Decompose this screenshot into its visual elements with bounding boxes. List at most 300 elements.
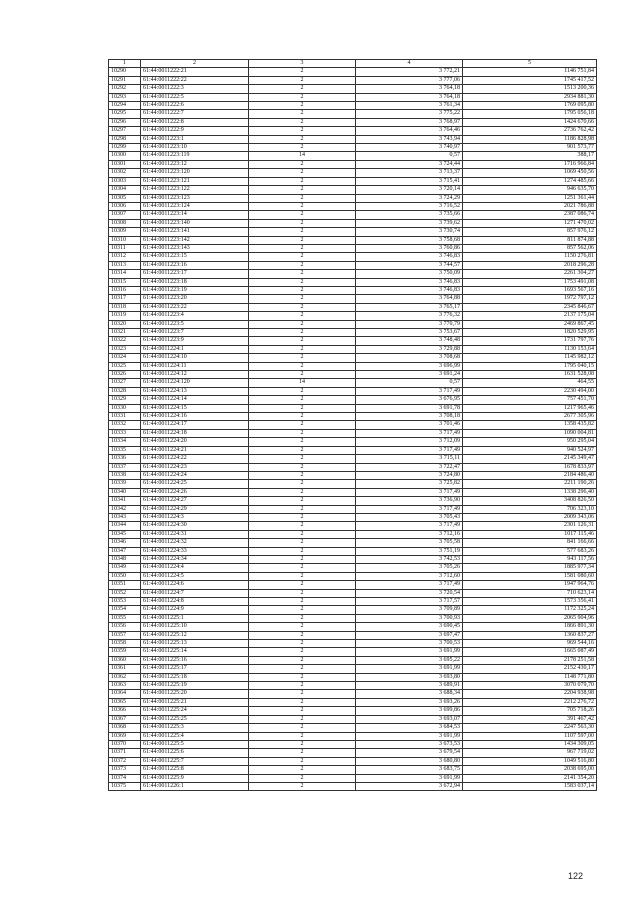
cadastral-number-cell: 61:44:0011225:25	[141, 715, 249, 723]
cadastral-value-cell: 1271 470,02	[463, 219, 597, 227]
column-header-2: 2	[141, 60, 249, 68]
cadastral-value-cell: 1731 797,76	[463, 337, 597, 345]
type-code-cell: 2	[249, 774, 356, 782]
cadastral-value-cell: 1665 087,49	[463, 648, 597, 656]
cadastral-number-cell: 61:44:0011223:140	[141, 219, 249, 227]
type-code-cell: 2	[249, 85, 356, 93]
cadastral-number-cell: 61:44:0011224:27	[141, 497, 249, 505]
cadastral-number-cell: 61:44:0011225:19	[141, 682, 249, 690]
row-number-cell: 10316	[109, 286, 141, 294]
cadastral-value-cell: 940 524,97	[463, 446, 597, 454]
type-code-cell: 2	[249, 228, 356, 236]
specific-value-cell: 3 725,82	[356, 480, 463, 488]
specific-value-cell: 3 772,21	[356, 68, 463, 76]
table-row	[109, 312, 597, 320]
cadastral-number-cell: 61:44:0011225:24	[141, 707, 249, 715]
specific-value-cell: 3 724,80	[356, 471, 463, 479]
type-code-cell: 2	[249, 782, 356, 790]
row-number-cell: 10342	[109, 505, 141, 513]
row-number-cell: 10350	[109, 572, 141, 580]
cadastral-number-cell: 61:44:0011224:22	[141, 455, 249, 463]
type-code-cell: 2	[249, 539, 356, 547]
specific-value-cell: 3 724,44	[356, 160, 463, 168]
row-number-cell: 10354	[109, 606, 141, 614]
type-code-cell: 2	[249, 522, 356, 530]
type-code-cell: 14	[249, 152, 356, 160]
specific-value-cell: 3 739,62	[356, 219, 463, 227]
cadastral-number-cell: 61:44:0011224:3	[141, 513, 249, 521]
cadastral-value-cell: 1424 670,66	[463, 118, 597, 126]
table-row	[109, 354, 597, 362]
row-number-cell: 10364	[109, 690, 141, 698]
specific-value-cell: 3 693,80	[356, 673, 463, 681]
type-code-cell: 2	[249, 413, 356, 421]
cadastral-table	[108, 59, 597, 791]
cadastral-number-cell: 61:44:0011222:7	[141, 110, 249, 118]
specific-value-cell: 3 730,74	[356, 228, 463, 236]
table-row	[109, 648, 597, 656]
cadastral-value-cell: 1069 450,56	[463, 169, 597, 177]
cadastral-number-cell: 61:44:0011224:16	[141, 413, 249, 421]
cadastral-value-cell: 3408 826,50	[463, 497, 597, 505]
cadastral-number-cell: 61:44:0011225:20	[141, 690, 249, 698]
table-row	[109, 471, 597, 479]
cadastral-number-cell: 61:44:0011225:14	[141, 648, 249, 656]
type-code-cell: 2	[249, 404, 356, 412]
row-number-cell: 10347	[109, 547, 141, 555]
specific-value-cell: 3 720,54	[356, 589, 463, 597]
row-number-cell: 10299	[109, 144, 141, 152]
type-code-cell: 2	[249, 598, 356, 606]
specific-value-cell: 3 712,60	[356, 572, 463, 580]
table-row	[109, 413, 597, 421]
table-row	[109, 404, 597, 412]
specific-value-cell: 3 715,11	[356, 455, 463, 463]
cadastral-number-cell: 61:44:0011224:12	[141, 371, 249, 379]
specific-value-cell: 3 695,22	[356, 656, 463, 664]
type-code-cell: 2	[249, 724, 356, 732]
row-number-cell: 10313	[109, 261, 141, 269]
specific-value-cell: 3 751,19	[356, 547, 463, 555]
type-code-cell: 2	[249, 76, 356, 84]
specific-value-cell: 3 720,14	[356, 186, 463, 194]
cadastral-number-cell: 61:44:0011225:10	[141, 623, 249, 631]
specific-value-cell: 3 717,49	[356, 429, 463, 437]
cadastral-value-cell: 464,55	[463, 379, 597, 387]
type-code-cell: 2	[249, 640, 356, 648]
row-number-cell: 10375	[109, 782, 141, 790]
cadastral-value-cell: 1146 751,84	[463, 68, 597, 76]
specific-value-cell: 3 758,68	[356, 236, 463, 244]
type-code-cell: 2	[249, 732, 356, 740]
table-row	[109, 724, 597, 732]
cadastral-number-cell: 61:44:0011223:124	[141, 202, 249, 210]
row-number-cell: 10320	[109, 320, 141, 328]
specific-value-cell: 3 729,88	[356, 345, 463, 353]
cadastral-value-cell: 1049 516,80	[463, 757, 597, 765]
row-number-cell: 10303	[109, 177, 141, 185]
cadastral-number-cell: 61:44:0011224:24	[141, 471, 249, 479]
table-row	[109, 303, 597, 311]
row-number-cell: 10308	[109, 219, 141, 227]
specific-value-cell: 3 708,18	[356, 413, 463, 421]
table-row	[109, 320, 597, 328]
cadastral-number-cell: 61:44:0011225:7	[141, 757, 249, 765]
table-row	[109, 749, 597, 757]
table-row	[109, 631, 597, 639]
cadastral-value-cell: 1338 296,40	[463, 488, 597, 496]
specific-value-cell: 3 722,47	[356, 463, 463, 471]
type-code-cell: 2	[249, 354, 356, 362]
row-number-cell: 10335	[109, 446, 141, 454]
type-code-cell: 2	[249, 463, 356, 471]
table-row	[109, 429, 597, 437]
table-row	[109, 236, 597, 244]
row-number-cell: 10357	[109, 631, 141, 639]
type-code-cell: 2	[249, 371, 356, 379]
specific-value-cell: 3 673,53	[356, 740, 463, 748]
type-code-cell: 2	[249, 253, 356, 261]
type-code-cell: 2	[249, 555, 356, 563]
specific-value-cell: 3 684,53	[356, 724, 463, 732]
table-row	[109, 665, 597, 673]
cadastral-number-cell: 61:44:0011223:119	[141, 152, 249, 160]
cadastral-number-cell: 61:44:0011225:16	[141, 656, 249, 664]
row-number-cell: 10333	[109, 429, 141, 437]
cadastral-number-cell: 61:44:0011223:143	[141, 244, 249, 252]
table-row	[109, 244, 597, 252]
specific-value-cell: 3 712,16	[356, 530, 463, 538]
table-row	[109, 76, 597, 84]
cadastral-number-cell: 61:44:0011224:32	[141, 539, 249, 547]
cadastral-value-cell: 1251 361,44	[463, 194, 597, 202]
table-row	[109, 640, 597, 648]
row-number-cell: 10348	[109, 555, 141, 563]
specific-value-cell: 0,57	[356, 379, 463, 387]
cadastral-number-cell: 61:44:0011225:8	[141, 766, 249, 774]
table-row	[109, 589, 597, 597]
row-number-cell: 10307	[109, 211, 141, 219]
row-number-cell: 10323	[109, 345, 141, 353]
table-row	[109, 286, 597, 294]
specific-value-cell: 3 715,41	[356, 177, 463, 185]
type-code-cell: 2	[249, 749, 356, 757]
type-code-cell: 2	[249, 421, 356, 429]
row-number-cell: 10301	[109, 160, 141, 168]
type-code-cell: 2	[249, 211, 356, 219]
row-number-cell: 10365	[109, 698, 141, 706]
table-row	[109, 740, 597, 748]
cadastral-number-cell: 61:44:0011224:5	[141, 572, 249, 580]
cadastral-value-cell: 950 295,04	[463, 438, 597, 446]
row-number-cell: 10310	[109, 236, 141, 244]
type-code-cell: 14	[249, 379, 356, 387]
table-row	[109, 623, 597, 631]
cadastral-number-cell: 61:44:0011223:7	[141, 329, 249, 337]
cadastral-value-cell: 943 117,56	[463, 555, 597, 563]
specific-value-cell: 3 679,54	[356, 749, 463, 757]
cadastral-value-cell: 2178 251,58	[463, 656, 597, 664]
cadastral-value-cell: 2469 867,45	[463, 320, 597, 328]
type-code-cell: 2	[249, 177, 356, 185]
row-number-cell: 10345	[109, 530, 141, 538]
row-number-cell: 10298	[109, 135, 141, 143]
row-number-cell: 10306	[109, 202, 141, 210]
table-row	[109, 497, 597, 505]
specific-value-cell: 3 777,06	[356, 76, 463, 84]
type-code-cell: 2	[249, 244, 356, 252]
row-number-cell: 10360	[109, 656, 141, 664]
cadastral-number-cell: 61:44:0011225:4	[141, 732, 249, 740]
row-number-cell: 10370	[109, 740, 141, 748]
cadastral-value-cell: 1693 567,16	[463, 286, 597, 294]
table-row	[109, 295, 597, 303]
specific-value-cell: 3 691,99	[356, 648, 463, 656]
row-number-cell: 10300	[109, 152, 141, 160]
cadastral-value-cell: 1795 040,15	[463, 362, 597, 370]
type-code-cell: 2	[249, 194, 356, 202]
cadastral-value-cell: 2009 343,06	[463, 513, 597, 521]
row-number-cell: 10312	[109, 253, 141, 261]
type-code-cell: 2	[249, 656, 356, 664]
cadastral-value-cell: 2184 486,40	[463, 471, 597, 479]
type-code-cell: 2	[249, 455, 356, 463]
cadastral-value-cell: 2038 695,00	[463, 766, 597, 774]
table-row	[109, 118, 597, 126]
row-number-cell: 10294	[109, 102, 141, 110]
specific-value-cell: 3 760,86	[356, 244, 463, 252]
row-number-cell: 10367	[109, 715, 141, 723]
cadastral-number-cell: 61:44:0011224:25	[141, 480, 249, 488]
table-row	[109, 228, 597, 236]
cadastral-value-cell: 969 544,16	[463, 640, 597, 648]
row-number-cell: 10329	[109, 396, 141, 404]
cadastral-value-cell: 1148 771,80	[463, 673, 597, 681]
type-code-cell: 2	[249, 219, 356, 227]
cadastral-value-cell: 2212 276,72	[463, 698, 597, 706]
cadastral-number-cell: 61:44:0011224:18	[141, 429, 249, 437]
table-row	[109, 488, 597, 496]
cadastral-number-cell: 61:44:0011224:30	[141, 522, 249, 530]
type-code-cell: 2	[249, 429, 356, 437]
table-row	[109, 211, 597, 219]
row-number-cell: 10337	[109, 463, 141, 471]
specific-value-cell: 3 701,46	[356, 421, 463, 429]
row-number-cell: 10324	[109, 354, 141, 362]
specific-value-cell: 3 680,80	[356, 757, 463, 765]
type-code-cell: 2	[249, 480, 356, 488]
specific-value-cell: 3 683,75	[356, 766, 463, 774]
table-row	[109, 219, 597, 227]
type-code-cell: 2	[249, 236, 356, 244]
cadastral-number-cell: 61:44:0011226:1	[141, 782, 249, 790]
cadastral-value-cell: 1150 276,81	[463, 253, 597, 261]
cadastral-value-cell: 2230 494,00	[463, 387, 597, 395]
type-code-cell: 2	[249, 673, 356, 681]
cadastral-number-cell: 61:44:0011224:9	[141, 606, 249, 614]
cadastral-number-cell: 61:44:0011225:17	[141, 665, 249, 673]
row-number-cell: 10362	[109, 673, 141, 681]
cadastral-number-cell: 61:44:0011222:6	[141, 102, 249, 110]
row-number-cell: 10319	[109, 312, 141, 320]
type-code-cell: 2	[249, 270, 356, 278]
table-row	[109, 152, 597, 160]
table-body	[109, 68, 597, 791]
cadastral-number-cell: 61:44:0011225:13	[141, 640, 249, 648]
cadastral-number-cell: 61:44:0011224:1	[141, 345, 249, 353]
row-number-cell: 10353	[109, 598, 141, 606]
row-number-cell: 10358	[109, 640, 141, 648]
cadastral-value-cell: 2301 126,31	[463, 522, 597, 530]
cadastral-value-cell: 811 874,88	[463, 236, 597, 244]
cadastral-number-cell: 61:44:0011225:1	[141, 614, 249, 622]
type-code-cell: 2	[249, 68, 356, 76]
table-row	[109, 127, 597, 135]
table-row	[109, 656, 597, 664]
row-number-cell: 10340	[109, 488, 141, 496]
table-row	[109, 278, 597, 286]
type-code-cell: 2	[249, 135, 356, 143]
row-number-cell: 10318	[109, 303, 141, 311]
cadastral-number-cell: 61:44:0011224:20	[141, 438, 249, 446]
table-row	[109, 110, 597, 118]
cadastral-value-cell: 2247 563,30	[463, 724, 597, 732]
cadastral-number-cell: 61:44:0011223:4	[141, 312, 249, 320]
specific-value-cell: 3 717,49	[356, 446, 463, 454]
specific-value-cell: 3 717,49	[356, 387, 463, 395]
cadastral-value-cell: 388,17	[463, 152, 597, 160]
row-number-cell: 10330	[109, 404, 141, 412]
cadastral-number-cell: 61:44:0011222:22	[141, 76, 249, 84]
type-code-cell: 2	[249, 160, 356, 168]
specific-value-cell: 3 775,22	[356, 110, 463, 118]
type-code-cell: 2	[249, 337, 356, 345]
cadastral-value-cell: 967 719,02	[463, 749, 597, 757]
cadastral-value-cell: 2018 296,28	[463, 261, 597, 269]
cadastral-value-cell: 1631 528,08	[463, 371, 597, 379]
specific-value-cell: 3 744,57	[356, 261, 463, 269]
row-number-cell: 10302	[109, 169, 141, 177]
table-header-row	[109, 60, 597, 68]
row-number-cell: 10371	[109, 749, 141, 757]
table-row	[109, 564, 597, 572]
specific-value-cell: 3 761,34	[356, 102, 463, 110]
table-row	[109, 572, 597, 580]
type-code-cell: 2	[249, 547, 356, 555]
cadastral-number-cell: 61:44:0011223:120	[141, 169, 249, 177]
cadastral-number-cell: 61:44:0011224:120	[141, 379, 249, 387]
type-code-cell: 2	[249, 396, 356, 404]
specific-value-cell: 3 742,53	[356, 555, 463, 563]
table-row	[109, 766, 597, 774]
table-row	[109, 698, 597, 706]
specific-value-cell: 3 708,68	[356, 354, 463, 362]
type-code-cell: 2	[249, 261, 356, 269]
row-number-cell: 10295	[109, 110, 141, 118]
cadastral-number-cell: 61:44:0011223:142	[141, 236, 249, 244]
cadastral-value-cell: 2204 938,98	[463, 690, 597, 698]
cadastral-value-cell: 1947 964,76	[463, 581, 597, 589]
table-row	[109, 555, 597, 563]
table-row	[109, 455, 597, 463]
cadastral-value-cell: 1090 004,81	[463, 429, 597, 437]
row-number-cell: 10359	[109, 648, 141, 656]
specific-value-cell: 3 764,18	[356, 93, 463, 101]
cadastral-number-cell: 61:44:0011225:21	[141, 698, 249, 706]
cadastral-value-cell: 1217 965,46	[463, 404, 597, 412]
column-header-1: 1	[109, 60, 141, 68]
cadastral-number-cell: 61:44:0011224:31	[141, 530, 249, 538]
row-number-cell: 10315	[109, 278, 141, 286]
row-number-cell: 10369	[109, 732, 141, 740]
table-row	[109, 581, 597, 589]
specific-value-cell: 3 705,26	[356, 564, 463, 572]
table-row	[109, 522, 597, 530]
specific-value-cell: 3 753,67	[356, 329, 463, 337]
row-number-cell: 10326	[109, 371, 141, 379]
specific-value-cell: 3 740,97	[356, 144, 463, 152]
cadastral-number-cell: 61:44:0011222:5	[141, 93, 249, 101]
cadastral-number-cell: 61:44:0011223:9	[141, 337, 249, 345]
specific-value-cell: 3 746,83	[356, 278, 463, 286]
cadastral-value-cell: 2261 304,27	[463, 270, 597, 278]
cadastral-value-cell: 1820 529,95	[463, 329, 597, 337]
type-code-cell: 2	[249, 488, 356, 496]
type-code-cell: 2	[249, 102, 356, 110]
table-row	[109, 446, 597, 454]
cadastral-value-cell: 710 623,14	[463, 589, 597, 597]
specific-value-cell: 3 672,94	[356, 782, 463, 790]
type-code-cell: 2	[249, 648, 356, 656]
cadastral-number-cell: 61:44:0011225:9	[141, 774, 249, 782]
cadastral-number-cell: 61:44:0011224:11	[141, 362, 249, 370]
row-number-cell: 10341	[109, 497, 141, 505]
type-code-cell: 2	[249, 715, 356, 723]
specific-value-cell: 3 750,09	[356, 270, 463, 278]
type-code-cell: 2	[249, 93, 356, 101]
table-row	[109, 757, 597, 765]
row-number-cell: 10334	[109, 438, 141, 446]
cadastral-number-cell: 61:44:0011223:19	[141, 286, 249, 294]
row-number-cell: 10304	[109, 186, 141, 194]
cadastral-value-cell: 1716 966,84	[463, 160, 597, 168]
cadastral-number-cell: 61:44:0011224:26	[141, 488, 249, 496]
type-code-cell: 2	[249, 144, 356, 152]
specific-value-cell: 3 712,09	[356, 438, 463, 446]
row-number-cell: 10292	[109, 85, 141, 93]
table-row	[109, 68, 597, 76]
table-row	[109, 480, 597, 488]
cadastral-value-cell: 841 166,66	[463, 539, 597, 547]
row-number-cell: 10361	[109, 665, 141, 673]
table-row	[109, 547, 597, 555]
cadastral-number-cell: 61:44:0011224:6	[141, 581, 249, 589]
specific-value-cell: 3 717,49	[356, 522, 463, 530]
specific-value-cell: 3 776,32	[356, 312, 463, 320]
specific-value-cell: 0,57	[356, 152, 463, 160]
cadastral-value-cell: 1434 309,05	[463, 740, 597, 748]
cadastral-value-cell: 1769 095,80	[463, 102, 597, 110]
type-code-cell: 2	[249, 606, 356, 614]
type-code-cell: 2	[249, 564, 356, 572]
cadastral-value-cell: 706 323,10	[463, 505, 597, 513]
cadastral-value-cell: 1358 435,82	[463, 421, 597, 429]
specific-value-cell: 3 743,94	[356, 135, 463, 143]
cadastral-number-cell: 61:44:0011223:123	[141, 194, 249, 202]
cadastral-number-cell: 61:44:0011223:17	[141, 270, 249, 278]
cadastral-value-cell: 1186 828,98	[463, 135, 597, 143]
cadastral-number-cell: 61:44:0011224:10	[141, 354, 249, 362]
